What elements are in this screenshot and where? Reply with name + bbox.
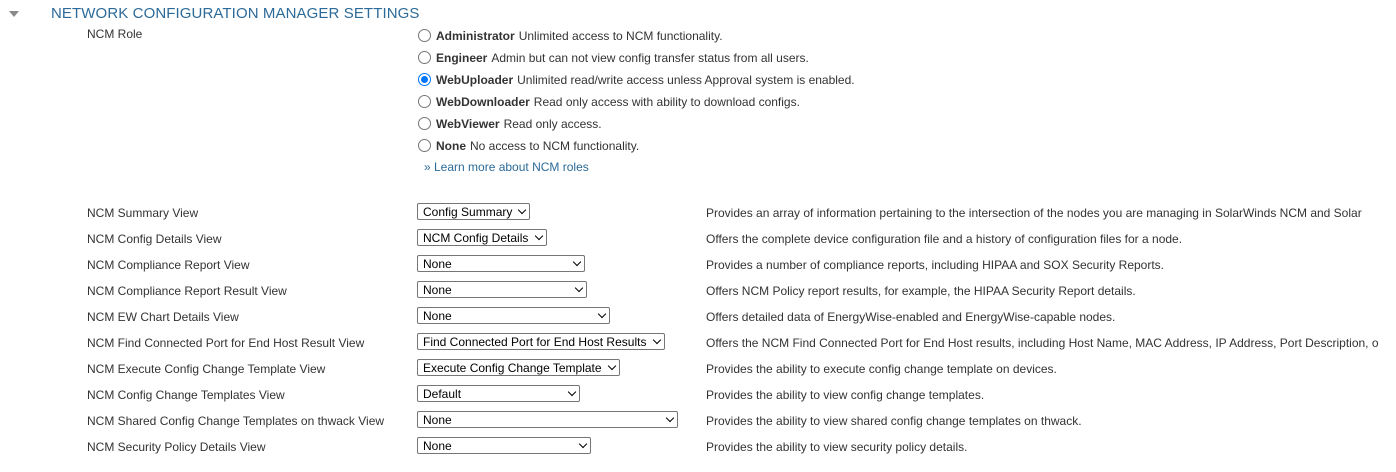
role-description: Read only access with ability to download configs. bbox=[533, 95, 800, 109]
find-connected-port-view-select[interactable] bbox=[417, 333, 665, 350]
select-value: None bbox=[423, 439, 452, 453]
view-label: NCM EW Chart Details View bbox=[87, 310, 239, 324]
chevron-down-icon bbox=[579, 440, 587, 448]
select-value: Execute Config Change Template bbox=[423, 361, 602, 375]
view-label: NCM Execute Config Change Template View bbox=[87, 362, 326, 376]
role-name: WebDownloader bbox=[436, 95, 530, 109]
security-policy-details-view-select[interactable] bbox=[417, 437, 591, 454]
role-description: Unlimited read/write access unless Approval system is enabled. bbox=[517, 73, 855, 87]
view-label: NCM Compliance Report Result View bbox=[87, 284, 287, 298]
chevron-down-icon bbox=[573, 258, 581, 266]
view-description: Provides the ability to execute config change template on devices. bbox=[706, 362, 1057, 376]
radio-webdownloader[interactable] bbox=[418, 95, 431, 108]
view-label: NCM Config Details View bbox=[87, 232, 222, 246]
role-name: WebUploader bbox=[436, 73, 514, 87]
compliance-report-view-select[interactable] bbox=[417, 255, 585, 272]
select-value: Find Connected Port for End Host Results bbox=[423, 335, 647, 349]
role-name: Engineer bbox=[436, 51, 488, 65]
role-option-administrator[interactable] bbox=[418, 25, 855, 47]
role-option-engineer[interactable] bbox=[418, 47, 855, 69]
view-row-find-connected-port bbox=[0, 331, 1396, 357]
role-name: None bbox=[436, 139, 466, 153]
chevron-down-icon bbox=[653, 336, 661, 344]
view-row-compliance-report-result bbox=[0, 279, 1396, 305]
view-row-compliance-report bbox=[0, 253, 1396, 279]
view-description: Provides the ability to view shared config change templates on thwack. bbox=[706, 414, 1082, 428]
role-option-webviewer[interactable] bbox=[418, 113, 855, 135]
chevron-down-icon bbox=[666, 414, 674, 422]
view-label: NCM Config Change Templates View bbox=[87, 388, 285, 402]
view-description: Offers NCM Policy report results, for example, the HIPAA Security Report details. bbox=[706, 284, 1136, 298]
role-name: WebViewer bbox=[436, 117, 500, 131]
summary-view-select[interactable] bbox=[417, 203, 530, 220]
ncm-role-radio-group bbox=[418, 25, 855, 157]
view-row-shared-config-change-templates bbox=[0, 409, 1396, 435]
chevron-down-icon bbox=[535, 232, 543, 240]
view-description: Provides an array of information pertaining to the intersection of the nodes you are managing in SolarWinds NCM and Solar bbox=[706, 206, 1362, 220]
select-value: Config Summary bbox=[423, 205, 513, 219]
radio-engineer[interactable] bbox=[418, 51, 431, 64]
view-row-config-change-templates bbox=[0, 383, 1396, 409]
select-value: NCM Config Details bbox=[423, 231, 529, 245]
view-label: NCM Compliance Report View bbox=[87, 258, 250, 272]
chevron-down-icon bbox=[568, 388, 576, 396]
view-description: Offers detailed data of EnergyWise-enabled and EnergyWise-capable nodes. bbox=[706, 310, 1116, 324]
chevron-down-icon bbox=[608, 362, 616, 370]
view-row-security-policy-details bbox=[0, 435, 1396, 461]
view-description: Provides the ability to view security policy details. bbox=[706, 440, 968, 454]
radio-administrator[interactable] bbox=[418, 29, 431, 42]
view-description: Offers the complete device configuration file and a history of configuration files for a node. bbox=[706, 232, 1183, 246]
config-change-templates-view-select[interactable] bbox=[417, 385, 580, 402]
learn-more-ncm-roles-link[interactable]: » Learn more about NCM roles bbox=[424, 160, 589, 174]
role-description: No access to NCM functionality. bbox=[470, 139, 640, 153]
select-value: None bbox=[423, 413, 452, 427]
role-name: Administrator bbox=[436, 29, 515, 43]
role-description: Admin but can not view config transfer status from all users. bbox=[491, 51, 809, 65]
view-description: Offers the NCM Find Connected Port for End Host results, including Host Name, MAC Address, IP Address, Port Description, o bbox=[706, 336, 1379, 350]
view-label: NCM Shared Config Change Templates on thwack View bbox=[87, 414, 385, 428]
view-description: Provides the ability to view config change templates. bbox=[706, 388, 985, 402]
view-label: NCM Summary View bbox=[87, 206, 199, 220]
view-label: NCM Find Connected Port for End Host Result View bbox=[87, 336, 365, 350]
radio-none[interactable] bbox=[418, 139, 431, 152]
view-row-ew-chart-details bbox=[0, 305, 1396, 331]
view-row-summary bbox=[0, 201, 1396, 227]
view-description: Provides a number of compliance reports, including HIPAA and SOX Security Reports. bbox=[706, 258, 1164, 272]
role-description: Read only access. bbox=[503, 117, 602, 131]
collapse-arrow-icon[interactable] bbox=[9, 11, 19, 17]
radio-webviewer[interactable] bbox=[418, 117, 431, 130]
view-row-execute-config-change-template bbox=[0, 357, 1396, 383]
role-option-none[interactable] bbox=[418, 135, 855, 157]
execute-config-change-template-view-select[interactable] bbox=[417, 359, 620, 376]
section-title: NETWORK CONFIGURATION MANAGER SETTINGS bbox=[51, 5, 420, 22]
select-value: None bbox=[423, 257, 452, 271]
select-value: Default bbox=[423, 387, 462, 401]
chevron-down-icon bbox=[575, 284, 583, 292]
chevron-down-icon bbox=[518, 206, 526, 214]
compliance-report-result-view-select[interactable] bbox=[417, 281, 587, 298]
ew-chart-details-view-select[interactable] bbox=[417, 307, 610, 324]
shared-config-change-templates-view-select[interactable] bbox=[417, 411, 678, 428]
select-value: None bbox=[423, 309, 452, 323]
radio-webuploader[interactable] bbox=[418, 73, 431, 86]
chevron-down-icon bbox=[598, 310, 606, 318]
select-value: None bbox=[423, 283, 452, 297]
ncm-role-label: NCM Role bbox=[87, 27, 143, 41]
role-description: Unlimited access to NCM functionality. bbox=[518, 29, 723, 43]
view-label: NCM Security Policy Details View bbox=[87, 440, 266, 454]
role-option-webdownloader[interactable] bbox=[418, 91, 855, 113]
role-option-webuploader[interactable] bbox=[418, 69, 855, 91]
view-row-config-details bbox=[0, 227, 1396, 253]
config-details-view-select[interactable] bbox=[417, 229, 547, 246]
